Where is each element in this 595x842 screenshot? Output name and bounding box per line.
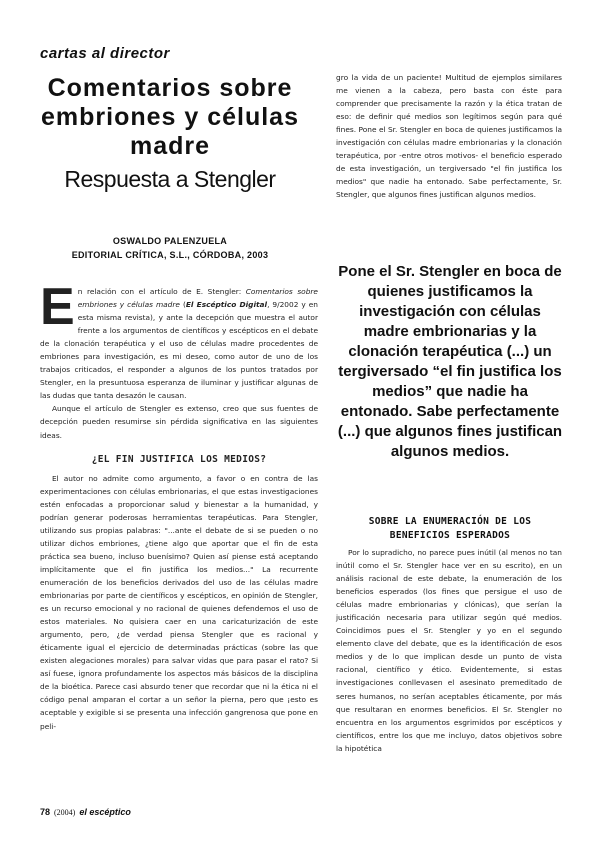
subheading-beneficios-wrap [345, 515, 555, 543]
right-column-top [336, 71, 562, 201]
pull-quote: Pone el Sr. Stengler en boca de quienes justificamos la investigación con células madre embrionarias y la clonación terapéutica (...) un tergiversado “el fin justifica los medios” que nadie ha entonado. Sabe perfectamente (...) que algunos fines justifican algunos medios. [337, 263, 563, 460]
paragraph-continuation: gro la vida de un paciente! Multitud de ejemplos similares me vienen a la cabeza, pero basta con éste para comprender que precisamente la razón y la ética tratan de eso: de definir qué medios son legítimos según para qué fines. Pone el Sr. Stengler en boca de quienes justificamos la investigación con células madre embrionarias y la clonación terapéutica, por -entre otros motivos- el beneficio esperado de esta investigación, un tergiversado "el fin justifica los medios" que nadie ha entonado. Sabe perfectamente, Sr. Stengler, que algunos fines justifican algunos medios. [336, 73, 562, 200]
cited-journal-name: El Escéptico Digital [185, 300, 268, 310]
drop-cap: E [40, 278, 75, 336]
author-affiliation: EDITORIAL CRÍTICA, S.L., CÓRDOBA, 2003 [71, 250, 269, 260]
paragraph-beneficios: Por lo supradicho, no parece pues inútil (al menos no tan inútil como el Sr. Stengler hace ver en su escrito), en un análisis racional de este debate, la enumeración de los beneficios esperados (los fines que persigue el uso de células madre embrionarias y clónicas), que serían la justificación necesaria para utilizar según qué medios. Coincidimos pues el Sr. Stengler y yo en el segundo elemento clave del debate, que es la identificación de esos medios y de lo que implican desde un punto de vista racional, científico y ético. Evidentemente, si estas investigaciones conllevasen el asesinato premeditado de seres humanos, no serían aceptables éticamente, por más que resultaran en enormes beneficios. El Sr. Stengler no encuentra en los argumentos esgrimidos por escépticos y científicos, entre los que me incluyo, datos objetivos sobre la hipotética [336, 548, 562, 753]
section-label: cartas al director [40, 45, 170, 62]
intro-text-b: ( [179, 300, 186, 310]
article-title: Comentarios sobre embriones y células madre [40, 74, 299, 160]
subheading-fin-medios: ¿EL FIN JUSTIFICA LOS MEDIOS? [91, 453, 267, 465]
intro-text-a: n relación con el artículo de E. Stengler: [77, 287, 246, 296]
paragraph-summary: Aunque el artículo de Stengler es extenso, creo que sus fuentes de decepción pueden resumirse sin pérdida significativa en las siguientes ideas. [40, 404, 318, 440]
page-number: 78 [40, 807, 51, 817]
right-column-bottom [336, 546, 562, 755]
intro-text-c: , 9/2002 y en esta misma revista), y ante la decepción que muestra el autor frente a los argumentos de científicos y escépticos en el debate de la clonación terapéutica y el uso de células madre procedentes de embriones para investigación, es mi deseo, como autor de uno de los trabajos criticados, el responder a algunos de los puntos tratados por Stengler, en la presuntuosa esperanza de iluminar y justificar algunas de las dudas que tanta desazón le causan. [40, 300, 318, 401]
subheading-beneficios: SOBRE LA ENUMERACIÓN DE LOS BENEFICIOS ESPERADOS [368, 516, 532, 541]
article-subtitle: Respuesta a Stengler [64, 166, 276, 192]
left-column [40, 278, 318, 733]
magazine-name: el escéptico [79, 807, 131, 817]
page-footer [40, 807, 131, 817]
paragraph-argument: El autor no admite como argumento, a favor o en contra de las experimentaciones con células embrionarias, el que estas investigaciones estén enfocadas a proporcionar salud y bienestar a la humanidad, y podrían generar poderosas herramientas terapéuticas. Para Stengler, utilizando sus propias palabras: "...ante el debate de si se pueden o no utilizar dichos embriones, ¿tiene algo que aportar que el fin de esta práctica sea bueno, incluso buenísimo? Quien así piense está aceptando implícitamente que el fin justifica los medios..." La recurrente enumeración de los beneficios derivados del uso de las células madre embrionarias por parte de científicos y escépticos, en opinión de Stengler, es un recurso emocional y no racional de quienes defendemos el uso de estos materiales. No quisiera caer en una caricaturización de este argumento, pero, ¿de verdad piensa Stengler que es racional y éticamente igual el ejercicio de determinadas prácticas (sobre las que existen alegaciones morales) para salvar vidas que para pasar el rato? Si así fuese, ignora profundamente los aspectos más básicos de la disciplina de la bioética. Parece casi absurdo tener que recordar que ni la ética ni el código penal amparan el cortar a un señor la pierna, pero que ¡esto es aceptable y exigible si se presenta una infección gangrenosa que pone en peli- [40, 473, 318, 731]
issue-year: (2004) [54, 808, 76, 817]
author-name: OSWALDO PALENZUELA [112, 236, 228, 246]
cited-article-title: Comentarios sobre embriones y células madre [77, 287, 318, 310]
paragraph-intro [40, 278, 318, 402]
